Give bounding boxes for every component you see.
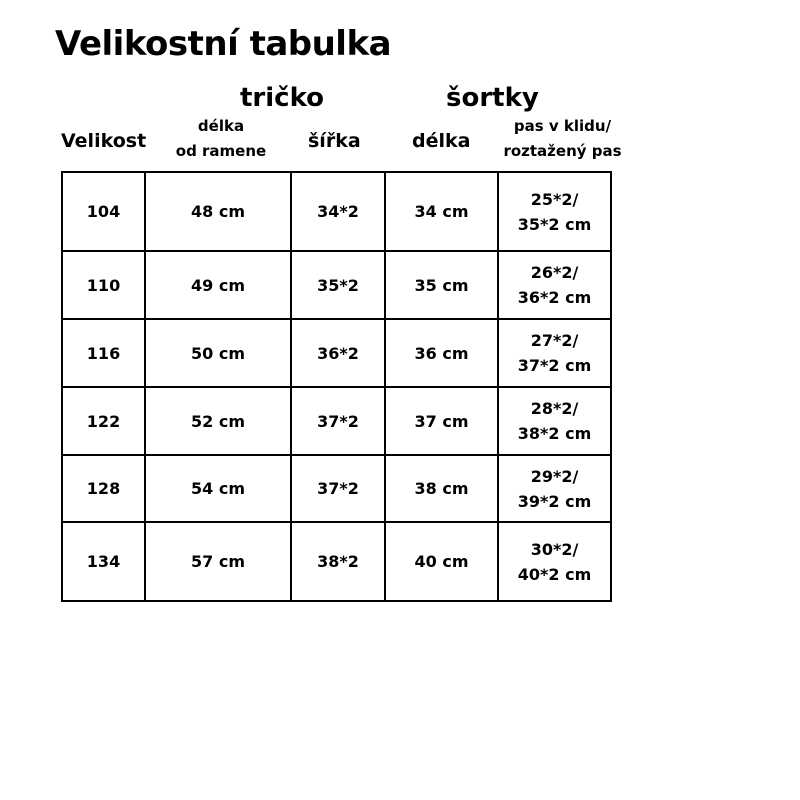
- column-header-velikost: Velikost: [61, 130, 147, 152]
- tricko-delka-cell: 50 cm: [145, 319, 291, 387]
- column-header-tricko-delka: [165, 114, 277, 164]
- pas-cell: [498, 319, 611, 387]
- table-row: [62, 251, 611, 319]
- table-row: [62, 522, 611, 601]
- size-cell: 134: [62, 522, 145, 601]
- tricko-delka-cell: 48 cm: [145, 172, 291, 251]
- pas-cell: [498, 387, 611, 455]
- pas-cell: [498, 522, 611, 601]
- tricko-delka-cell: 52 cm: [145, 387, 291, 455]
- column-header-pas-line2: roztažený pas: [503, 142, 622, 160]
- column-header-sortky-delka: délka: [412, 130, 471, 152]
- pas-cell-line1: 26*2/: [530, 263, 579, 282]
- pas-cell-line1: 27*2/: [530, 331, 579, 350]
- size-cell: 116: [62, 319, 145, 387]
- group-header-sortky: šortky: [446, 83, 539, 113]
- sortky-delka-cell: 36 cm: [385, 319, 498, 387]
- size-cell: 104: [62, 172, 145, 251]
- pas-cell-line1: 25*2/: [530, 189, 579, 209]
- pas-cell-line1: 30*2/: [530, 539, 579, 559]
- table-row: [62, 455, 611, 522]
- column-header-tricko-delka-line1: délka: [197, 117, 245, 135]
- pas-cell-line2: 35*2 cm: [517, 214, 592, 234]
- tricko-sirka-cell: 37*2: [291, 387, 385, 455]
- tricko-sirka-cell: 35*2: [291, 251, 385, 319]
- tricko-delka-cell: 54 cm: [145, 455, 291, 522]
- size-cell: 110: [62, 251, 145, 319]
- page-title: Velikostní tabulka: [55, 24, 392, 64]
- tricko-sirka-cell: 38*2: [291, 522, 385, 601]
- size-cell: 122: [62, 387, 145, 455]
- pas-cell-line2: 37*2 cm: [517, 356, 592, 375]
- pas-cell-line2: 36*2 cm: [517, 288, 592, 307]
- size-cell: 128: [62, 455, 145, 522]
- tricko-sirka-cell: 34*2: [291, 172, 385, 251]
- table-row: [62, 172, 611, 251]
- pas-cell-line2: 40*2 cm: [517, 564, 592, 584]
- tricko-delka-cell: 49 cm: [145, 251, 291, 319]
- table-row: [62, 387, 611, 455]
- sortky-delka-cell: 34 cm: [385, 172, 498, 251]
- column-header-pas: [500, 114, 625, 164]
- size-table: [61, 171, 612, 602]
- sortky-delka-cell: 37 cm: [385, 387, 498, 455]
- sortky-delka-cell: 38 cm: [385, 455, 498, 522]
- pas-cell-line1: 28*2/: [530, 399, 579, 418]
- pas-cell-line2: 39*2 cm: [517, 491, 592, 511]
- tricko-sirka-cell: 36*2: [291, 319, 385, 387]
- column-header-tricko-delka-line2: od ramene: [175, 142, 267, 160]
- sortky-delka-cell: 35 cm: [385, 251, 498, 319]
- column-header-tricko-sirka: šířka: [308, 130, 361, 152]
- tricko-sirka-cell: 37*2: [291, 455, 385, 522]
- table-row: [62, 319, 611, 387]
- pas-cell: [498, 172, 611, 251]
- group-header-tricko: tričko: [240, 83, 325, 113]
- pas-cell: [498, 455, 611, 522]
- tricko-delka-cell: 57 cm: [145, 522, 291, 601]
- column-header-pas-line1: pas v klidu/: [513, 117, 612, 135]
- sortky-delka-cell: 40 cm: [385, 522, 498, 601]
- pas-cell-line2: 38*2 cm: [517, 424, 592, 443]
- pas-cell: [498, 251, 611, 319]
- pas-cell-line1: 29*2/: [530, 466, 579, 486]
